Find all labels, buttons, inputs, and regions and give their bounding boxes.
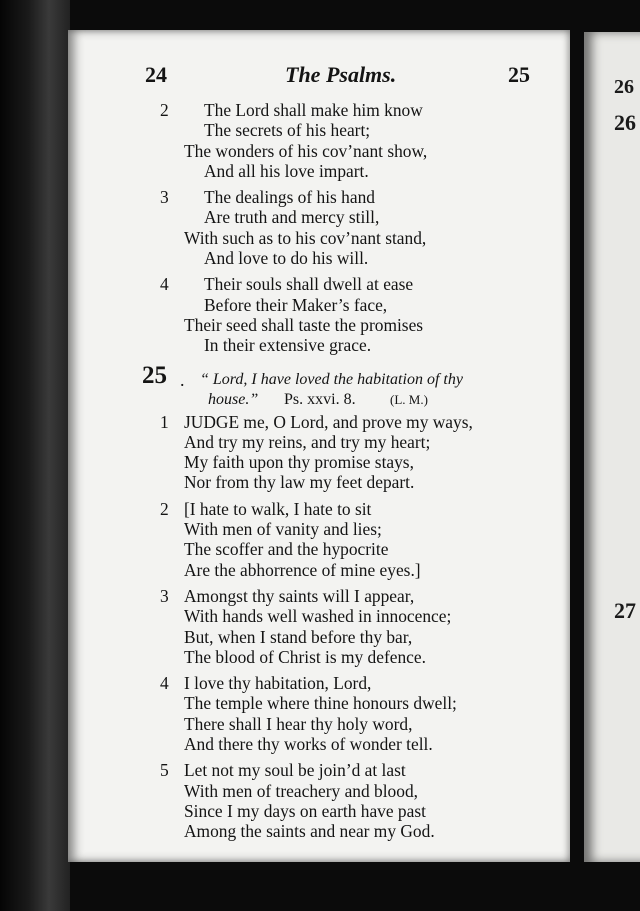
verse-number: 1 (160, 411, 169, 432)
verse-number: 4 (160, 274, 169, 295)
scripture-reference: Ps. xxvi. 8. (284, 390, 356, 408)
facing-hymn-number-lower: 27 (614, 598, 636, 623)
verse-line: The dealings of his hand (204, 187, 375, 208)
verse (160, 760, 520, 841)
verse (160, 412, 520, 493)
verse-number: 5 (160, 760, 169, 781)
psalm-subtitle-word: house.” (208, 390, 259, 408)
psalm-subtitle-cont (160, 390, 520, 412)
verse-line: Their seed shall taste the promises (184, 314, 424, 335)
verse (160, 187, 520, 268)
psalm-subtitle: “ Lord, I have loved the habitation of thy (200, 370, 463, 388)
verse-line: But, when I stand before thy bar, (184, 626, 413, 647)
verse-line: With hands well washed in innocence; (184, 606, 452, 627)
verse-line: And love to do his will. (204, 248, 369, 269)
verse-line: Amongst thy saints will I appear, (184, 585, 415, 606)
verse-line: And try my reins, and try my heart; (184, 431, 431, 452)
facing-page-number: 26 (614, 76, 634, 98)
running-header (145, 62, 530, 90)
verse-line: The secrets of his heart; (204, 120, 371, 141)
page-title: The Psalms. (285, 62, 397, 87)
verse-number: 2 (160, 498, 169, 519)
psalm-heading (142, 361, 520, 390)
psalm-number-dot: . (180, 369, 185, 390)
verse-number: 4 (160, 673, 169, 694)
psalm-number: 25 (142, 361, 167, 389)
verse-line: Since I my days on earth have past (184, 800, 426, 821)
verse (160, 586, 520, 667)
verse-line: Nor from thy law my feet depart. (184, 472, 415, 493)
verse-number: 3 (160, 585, 169, 606)
verse-line: Before their Maker’s face, (204, 294, 388, 315)
verse-line: With men of vanity and lies; (184, 519, 382, 540)
verse-line: With men of treachery and blood, (184, 780, 418, 801)
verse (160, 274, 520, 355)
verse-line: Let not my soul be join’d at last (184, 760, 406, 781)
verse-number: 2 (160, 100, 169, 120)
page-number-left: 24 (145, 62, 167, 87)
meter-marking: (L. M.) (390, 391, 428, 407)
verse (160, 499, 520, 580)
verse-line: The wonders of his cov’nant show, (184, 140, 428, 161)
verse-line: My faith upon thy promise stays, (184, 452, 414, 473)
page-text (142, 100, 520, 842)
facing-hymn-number: 26 (614, 110, 636, 135)
verse-line: Are truth and mercy still, (204, 207, 380, 228)
verse-number: 3 (160, 187, 169, 208)
verse-line: I love thy habitation, Lord, (184, 673, 372, 694)
verse-line: The Lord shall make him know (204, 100, 423, 120)
verse-line: [I hate to walk, I hate to sit (184, 498, 372, 519)
verse-line: Among the saints and near my God. (184, 821, 435, 842)
verse (160, 100, 520, 181)
hymn-number-right: 25 (508, 62, 530, 87)
verse-line: The blood of Christ is my defence. (184, 646, 426, 667)
verse-line: The temple where thine honours dwell; (184, 693, 457, 714)
verse-line: JUDGE me, O Lord, and prove my ways, (184, 411, 473, 432)
verse-line: Their souls shall dwell at ease (204, 274, 414, 295)
verse-line: The scoffer and the hypocrite (184, 539, 389, 560)
verse-line: And all his love impart. (204, 160, 369, 181)
verse-line: There shall I hear thy holy word, (184, 713, 413, 734)
verse-line: Are the abhorrence of mine eyes.] (184, 559, 421, 580)
facing-page-edge (584, 32, 640, 862)
book-binding (0, 0, 70, 911)
verse (160, 673, 520, 754)
verse-line: In their extensive grace. (204, 335, 372, 356)
verse-line: With such as to his cov’nant stand, (184, 227, 427, 248)
verse-line: And there thy works of wonder tell. (184, 734, 433, 755)
